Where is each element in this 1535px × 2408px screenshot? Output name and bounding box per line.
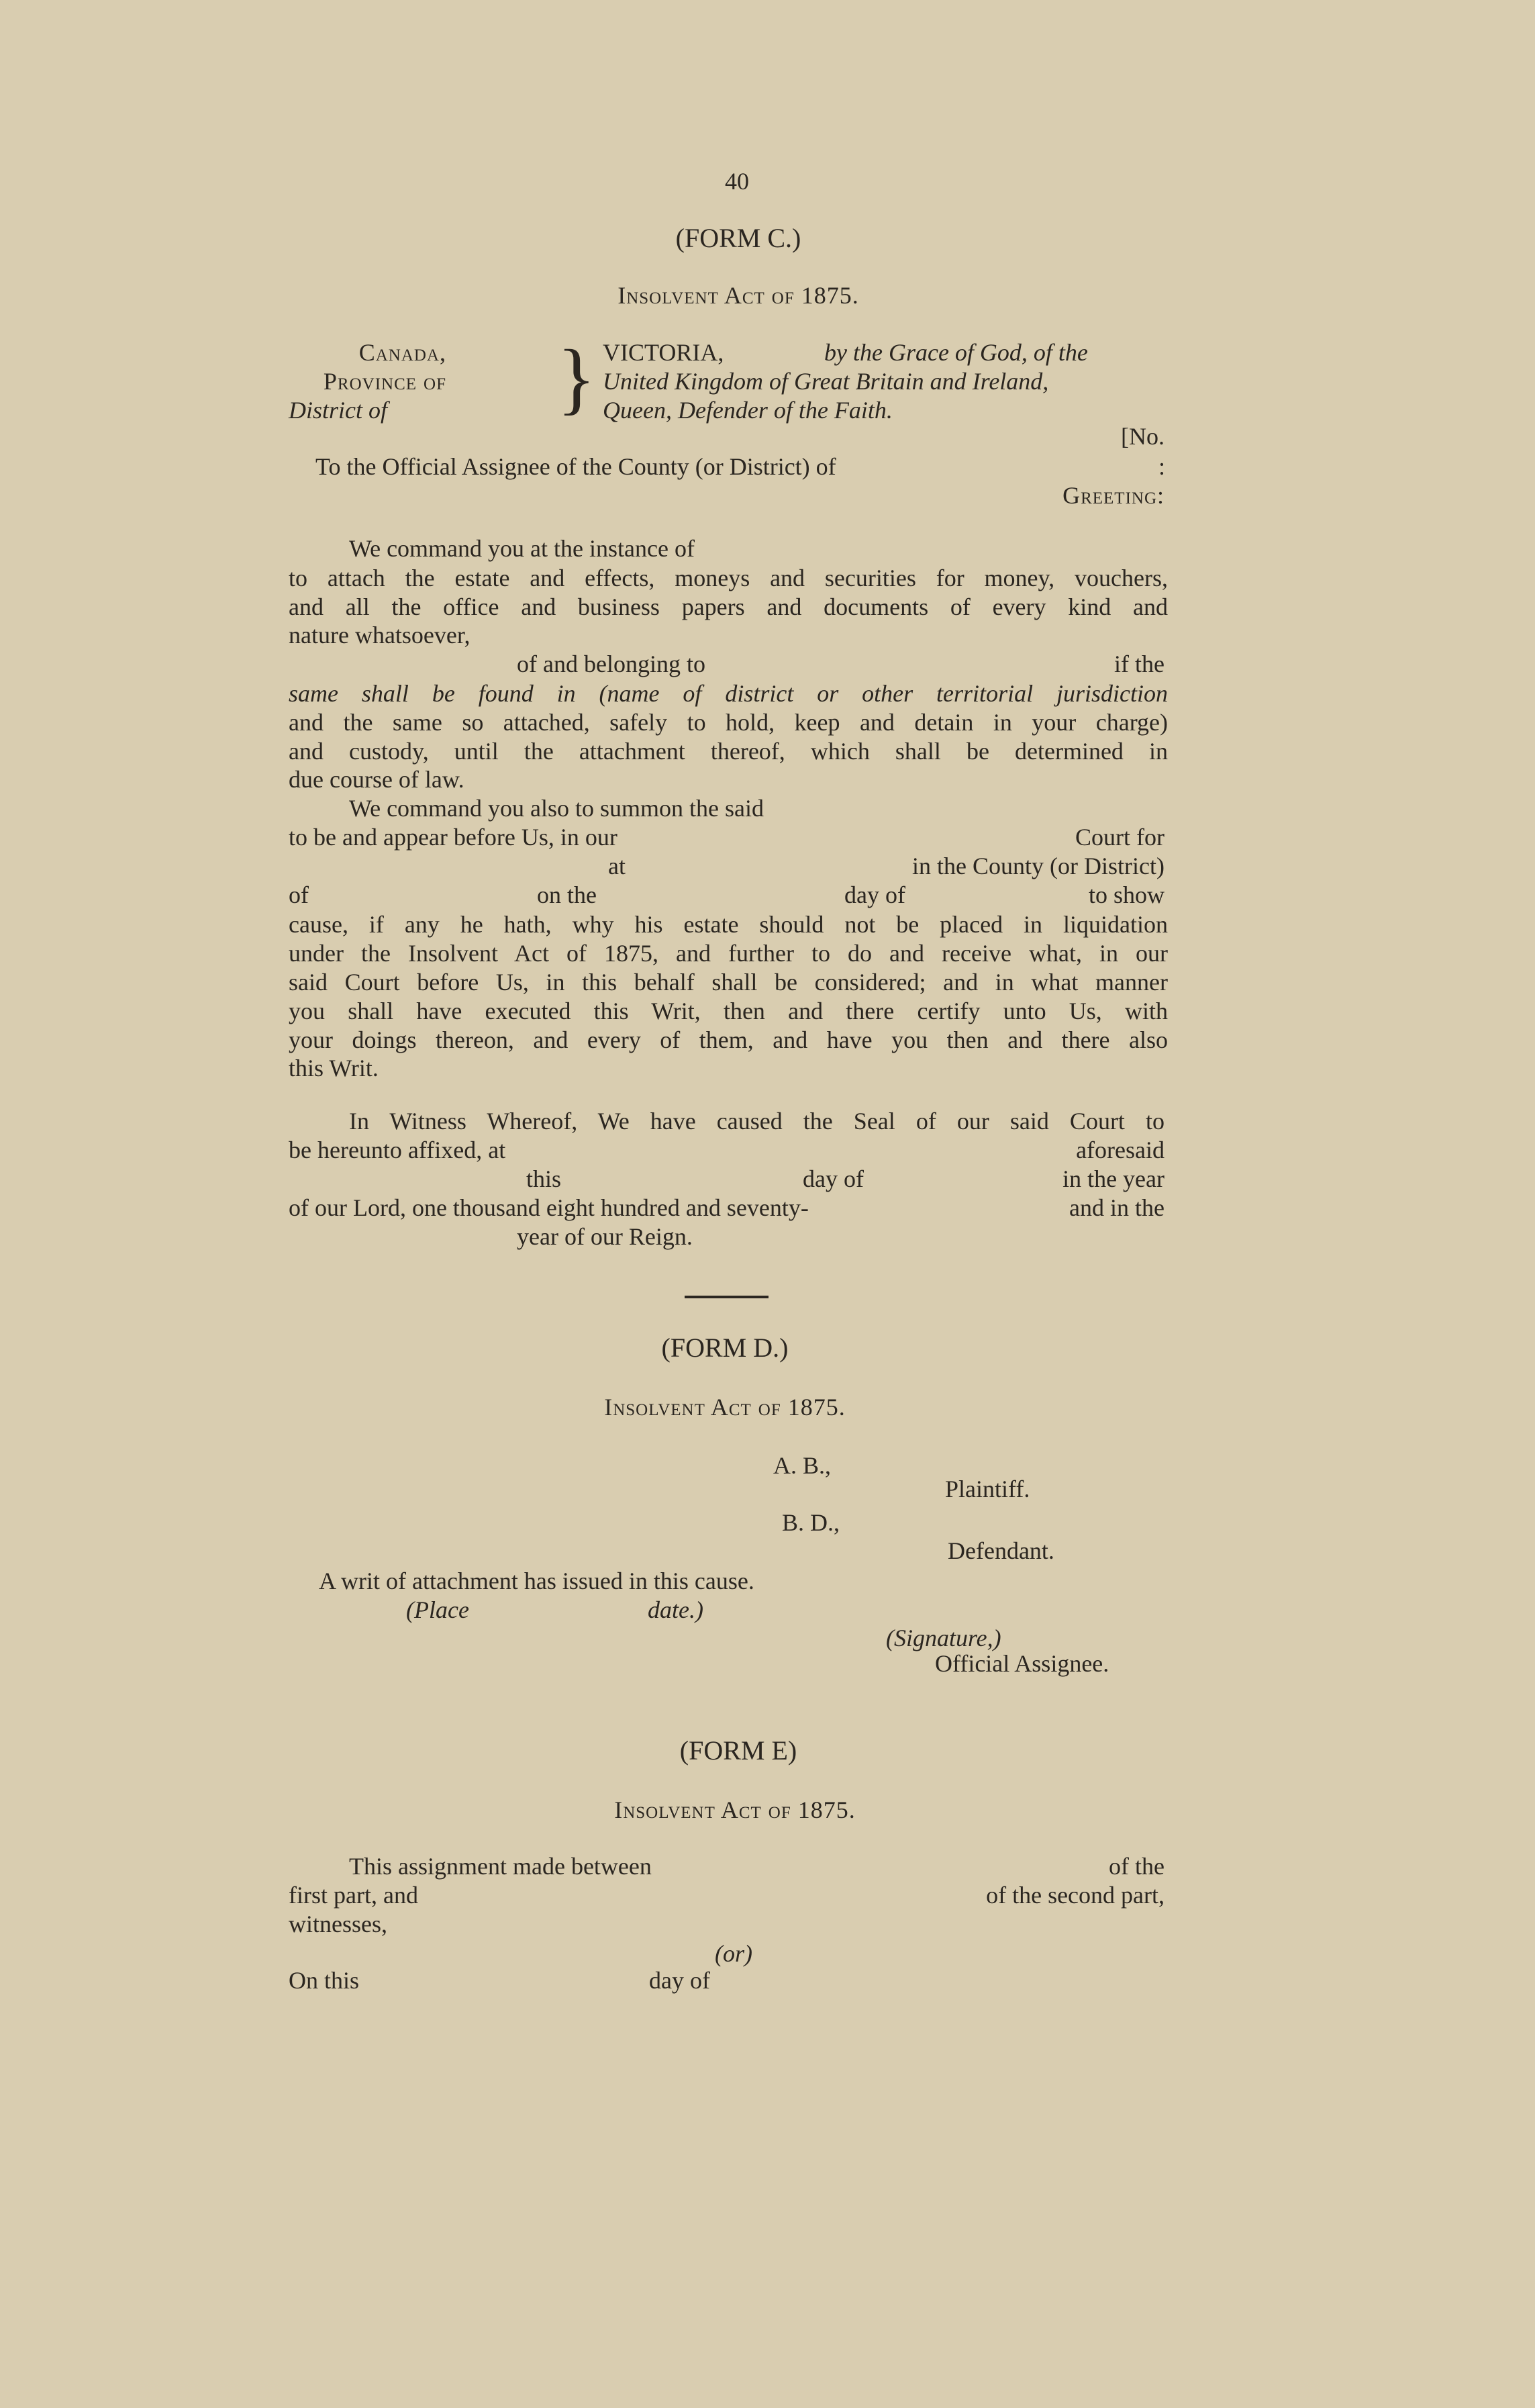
p1-line-9: due course of law. [289,766,464,793]
assignment-line-1: This assignment made between [349,1853,652,1880]
p2-line-6: cause, if any he hath, why his estate should not be placed in liquidation [289,911,1168,938]
p2-of: of [289,881,309,908]
addressee-line: To the Official Assignee of the County (or District) of [315,453,836,480]
assignment-of-the: of the [1109,1853,1165,1880]
party-bd: B. D., [782,1509,840,1536]
or-label: (or) [715,1940,752,1967]
p3-in-the-year: in the year [1062,1165,1165,1192]
assignment-second-part: of the second part, [986,1882,1165,1909]
form-c-heading: (FORM C.) [675,223,801,253]
p2-on-the: on the [537,881,597,908]
p1-if-the: if the [1114,651,1165,677]
form-d-act-title: Insolvent Act of 1875. [604,1394,846,1420]
defendant-label: Defendant. [948,1537,1054,1564]
p1-line-3: and all the office and business papers and documents of every kind and [289,593,1168,620]
day-of-label: day of [649,1967,710,1994]
p2-line-11: this Writ. [289,1055,379,1081]
form-d-heading: (FORM D.) [661,1333,789,1363]
p3-line-1: In Witness Whereof, We have caused the Seal of our said Court to [349,1108,1165,1135]
plaintiff-label: Plaintiff. [945,1476,1030,1502]
place-label: (Place [406,1596,469,1623]
writ-number-label: [No. [1121,423,1165,450]
p2-line-1: We command you also to summon the said [349,795,764,822]
victoria-word: VICTORIA, [603,339,724,366]
right-brace: } [557,333,596,422]
p2-line-7: under the Insolvent Act of 1875, and further to do and receive what, in our [289,940,1168,967]
official-assignee-label: Official Assignee. [935,1650,1109,1677]
p3-lord: of our Lord, one thousand eight hundred and seventy- [289,1194,809,1221]
p2-at: at [608,853,626,879]
jurisdiction-canada: Canada, [358,339,446,366]
p1-belonging: of and belonging to [517,651,705,677]
assignment-first-part: first part, and [289,1882,418,1909]
p3-aforesaid: aforesaid [1076,1137,1165,1163]
form-c-act-title: Insolvent Act of 1875. [617,282,859,309]
grace-line-1: by the Grace of God, of the [824,339,1088,366]
p3-affixed: be hereunto affixed, at [289,1137,506,1163]
p1-line-4: nature whatsoever, [289,622,471,648]
p2-court-for: Court for [1075,824,1165,851]
p2-county: in the County (or District) [912,853,1165,879]
p1-line-1: We command you at the instance of [349,535,695,562]
p2-line-10: your doings thereon, and every of them, and have you then and there also [289,1026,1168,1053]
writ-issued-line: A writ of attachment has issued in this cause. [319,1568,754,1594]
form-e-act-title: Insolvent Act of 1875. [614,1796,856,1823]
greeting: Greeting: [1062,482,1165,509]
jurisdiction-district: District of [289,397,388,424]
page-number: 40 [725,168,749,195]
party-ab: A. B., [773,1452,832,1479]
p1-line-8: and custody, until the attachment thereof, which shall be determined in [289,738,1168,765]
on-this-label: On this [289,1967,360,1994]
p3-this: this [526,1165,562,1192]
p3-reign: year of our Reign. [517,1223,693,1250]
jurisdiction-province: Province of [323,368,446,395]
grace-line-2: United Kingdom of Great Britain and Ireland, [603,368,1049,395]
assignment-witnesses: witnesses, [289,1911,387,1937]
p3-and-in-the: and in the [1069,1194,1165,1221]
p2-line-9: you shall have executed this Writ, then and there certify unto Us, with [289,998,1168,1024]
signature-label: (Signature,) [886,1625,1001,1651]
p2-day-of: day of [844,881,905,908]
p2-to-show: to show [1088,881,1165,908]
date-label: date.) [648,1596,703,1623]
p3-day-of: day of [803,1165,864,1192]
p2-line-8: said Court before Us, in this behalf shall be considered; and in what manner [289,969,1168,996]
p2-line-2: to be and appear before Us, in our [289,824,617,851]
section-divider [685,1296,769,1298]
grace-line-3: Queen, Defender of the Faith. [603,397,893,424]
p1-line-6: same shall be found in (name of district or other territorial jurisdiction [289,680,1168,707]
form-e-heading: (FORM E) [679,1735,797,1766]
p1-line-2: to attach the estate and effects, moneys and securities for money, vouchers, [289,565,1168,591]
greeting-colon: : [1158,453,1166,480]
p1-line-7: and the same so attached, safely to hold, keep and detain in your charge) [289,709,1168,736]
